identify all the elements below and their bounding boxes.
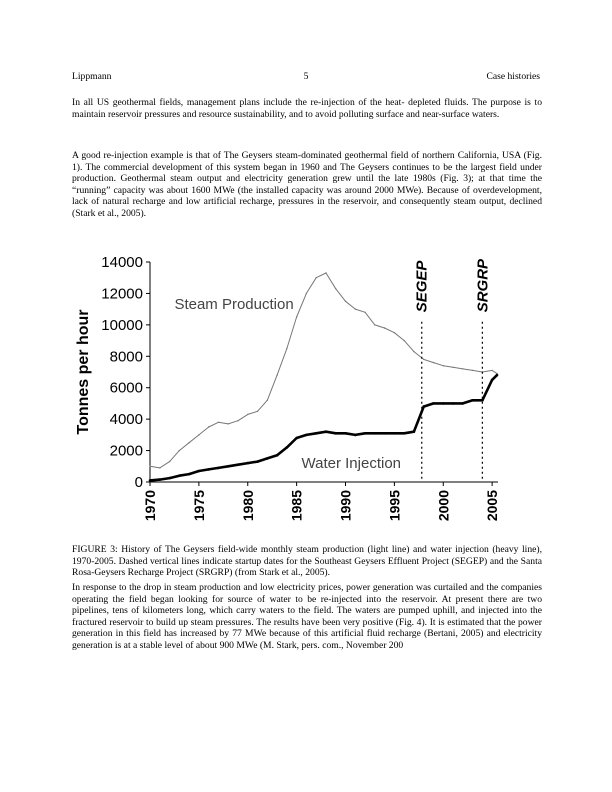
water-injection-point [198, 470, 201, 473]
steam-production-point [384, 327, 385, 328]
paragraph-response: In response to the drop in steam production and low electricity prices, power generation was curtailed and the companies operating the field began looking for source of water to be re-injected into the reservoir. At present there are two pipelines, tens of kilometers long, which carry waters to the field. The waters are pumped uphill, and injected into the fractured reservoir to build up steam pressures. The results have been very positive (Fig. 4). It is estimated that the power generation in this field has increased by 77 MWe because of this artificial fluid recharge (Bertani, 2005) and electricity generation is at a stable level of about 900 MWe (M. Stark, pers. com., November 200 [72, 582, 542, 651]
water-injection-point [334, 432, 337, 435]
water-injection-point [364, 432, 367, 435]
steam-production-point [276, 374, 277, 375]
steam-production-point [491, 370, 492, 371]
water-injection-point [354, 434, 357, 437]
water-injection-point [295, 437, 298, 440]
steam-production-point [433, 362, 434, 363]
steam-production-label: Steam Production [174, 296, 294, 314]
y-tick-label: 14000 [101, 254, 143, 271]
steam-production-point [335, 288, 336, 289]
y-axis-label: Tonnes per hour [75, 309, 92, 435]
running-header [72, 71, 540, 85]
steam-production-point [423, 359, 424, 360]
water-injection-point [256, 460, 259, 463]
steam-production-point [306, 293, 307, 294]
steam-production-point [374, 324, 375, 325]
water-injection-point [496, 374, 499, 377]
water-injection-point [237, 463, 240, 466]
water-injection-point [452, 402, 455, 405]
steam-production-point [364, 312, 365, 313]
x-tick-label: 1970 [142, 490, 158, 522]
steam-production-point [472, 370, 473, 371]
steam-production-point [208, 426, 209, 427]
water-injection-point [286, 446, 289, 449]
water-injection-point [344, 432, 347, 435]
steam-production-point [237, 420, 238, 421]
steam-production-point [296, 316, 297, 317]
water-injection-point [481, 399, 484, 402]
steam-production-point [443, 365, 444, 366]
steam-production-point [394, 332, 395, 333]
steam-production-point [404, 340, 405, 341]
steam-production-point [198, 434, 199, 435]
chart-steam-injection [70, 252, 510, 534]
water-injection-point [432, 402, 435, 405]
water-injection-point [403, 432, 406, 435]
steam-production-point [179, 450, 180, 451]
water-injection-point [462, 402, 465, 405]
water-injection-point [374, 432, 377, 435]
segep-label: SEGEP [413, 260, 431, 313]
water-injection-point [149, 479, 152, 482]
water-injection-point [383, 432, 386, 435]
y-tick-label: 8000 [109, 348, 143, 366]
x-tick-label: 1975 [190, 490, 207, 522]
x-tick-label: 2005 [484, 490, 501, 522]
chart-labels [174, 258, 491, 482]
steam-production-point [257, 411, 258, 412]
water-injection-point [276, 454, 279, 457]
steam-production-point [247, 414, 248, 415]
steam-production-point [286, 348, 287, 349]
steam-production-point [159, 467, 160, 468]
water-injection-point [266, 457, 269, 460]
water-injection-point [207, 468, 210, 471]
water-injection-point [315, 432, 318, 435]
water-injection-point [188, 473, 191, 476]
steam-production-point [267, 400, 268, 401]
figure-caption: FIGURE 3: History of The Geysers field-wide monthly steam production (light line) and water injection (heavy line), 1970-2005. Dashed vertical lines indicate startup dates for the Southeast Geysers Effluent Project (SEGEP) and the Santa Rosa-Geysers Recharge Project (SRGRP) (from Stark et al., 2005). [72, 544, 542, 579]
y-tick-label: 6000 [109, 379, 143, 397]
y-tick-label: 2000 [109, 442, 143, 460]
water-injection-point [247, 462, 250, 465]
water-injection-point [178, 474, 181, 477]
steam-production-point [452, 367, 453, 368]
x-tick-label: 2000 [435, 490, 452, 522]
water-injection-point [325, 430, 328, 433]
y-tick-label: 0 [134, 474, 143, 491]
header-page-number: 5 [303, 71, 309, 82]
steam-production-point [325, 272, 326, 273]
steam-production-point [316, 277, 317, 278]
water-injection-point [471, 399, 474, 402]
x-tick-label: 1980 [239, 490, 256, 522]
y-tick-label: 4000 [109, 411, 143, 429]
water-injection-point [217, 467, 220, 470]
steam-production-point [462, 368, 463, 369]
steam-production-point [188, 442, 189, 443]
steam-production-point [218, 422, 219, 423]
srgrp-label: SRGRP [474, 258, 492, 313]
steam-production-point [149, 466, 150, 467]
steam-production-point [228, 423, 229, 424]
y-tick-label: 10000 [101, 316, 143, 334]
water-injection-point [413, 430, 416, 433]
water-injection-point [491, 379, 494, 382]
figure-3 [70, 252, 510, 534]
water-injection-label: Water Injection [301, 454, 402, 472]
steam-production-point [413, 351, 414, 352]
y-tick-label: 12000 [101, 285, 143, 303]
water-injection-point [393, 432, 396, 435]
steam-production-point [169, 461, 170, 462]
paragraph-geysers-example: A good re-injection example is that of The Geysers steam-dominated geothermal field of northern California, USA (Fig. 1). The commercial development of this system began in 1960 and The Geysers continues to be the largest field under production. Geothermal steam output and electricity generation grew until the late 1980s (Fig. 3); at that time the “running” capacity was about 1600 MWe (the installed capacity was around 2000 MWe). Because of overdevelopment, lack of natural recharge and low artificial recharge, pressures in the reservoir, and consequently steam output, declined (Stark et al., 2005). [72, 150, 542, 219]
water-injection-point [422, 405, 425, 408]
x-tick-label: 1990 [337, 490, 354, 522]
paragraph-reinjection-us: In all US geothermal fields, management plans include the re-injection of the heat- depleted fluids. The purpose is to maintain reservoir pressures and resource sustainability, and to avoid polluting surface and near-surface waters. [72, 97, 542, 120]
steam-production-point [345, 301, 346, 302]
water-injection-point [442, 402, 445, 405]
header-section: Case histories [486, 71, 540, 82]
water-injection-point [168, 477, 171, 480]
x-tick-label: 1985 [288, 490, 305, 522]
water-injection-point [227, 465, 230, 468]
header-author: Lippmann [72, 71, 112, 82]
x-tick-label: 1995 [386, 490, 403, 522]
water-injection-point [159, 478, 162, 481]
chart-axes [75, 254, 500, 521]
water-injection-point [305, 434, 308, 437]
steam-production-point [355, 308, 356, 309]
